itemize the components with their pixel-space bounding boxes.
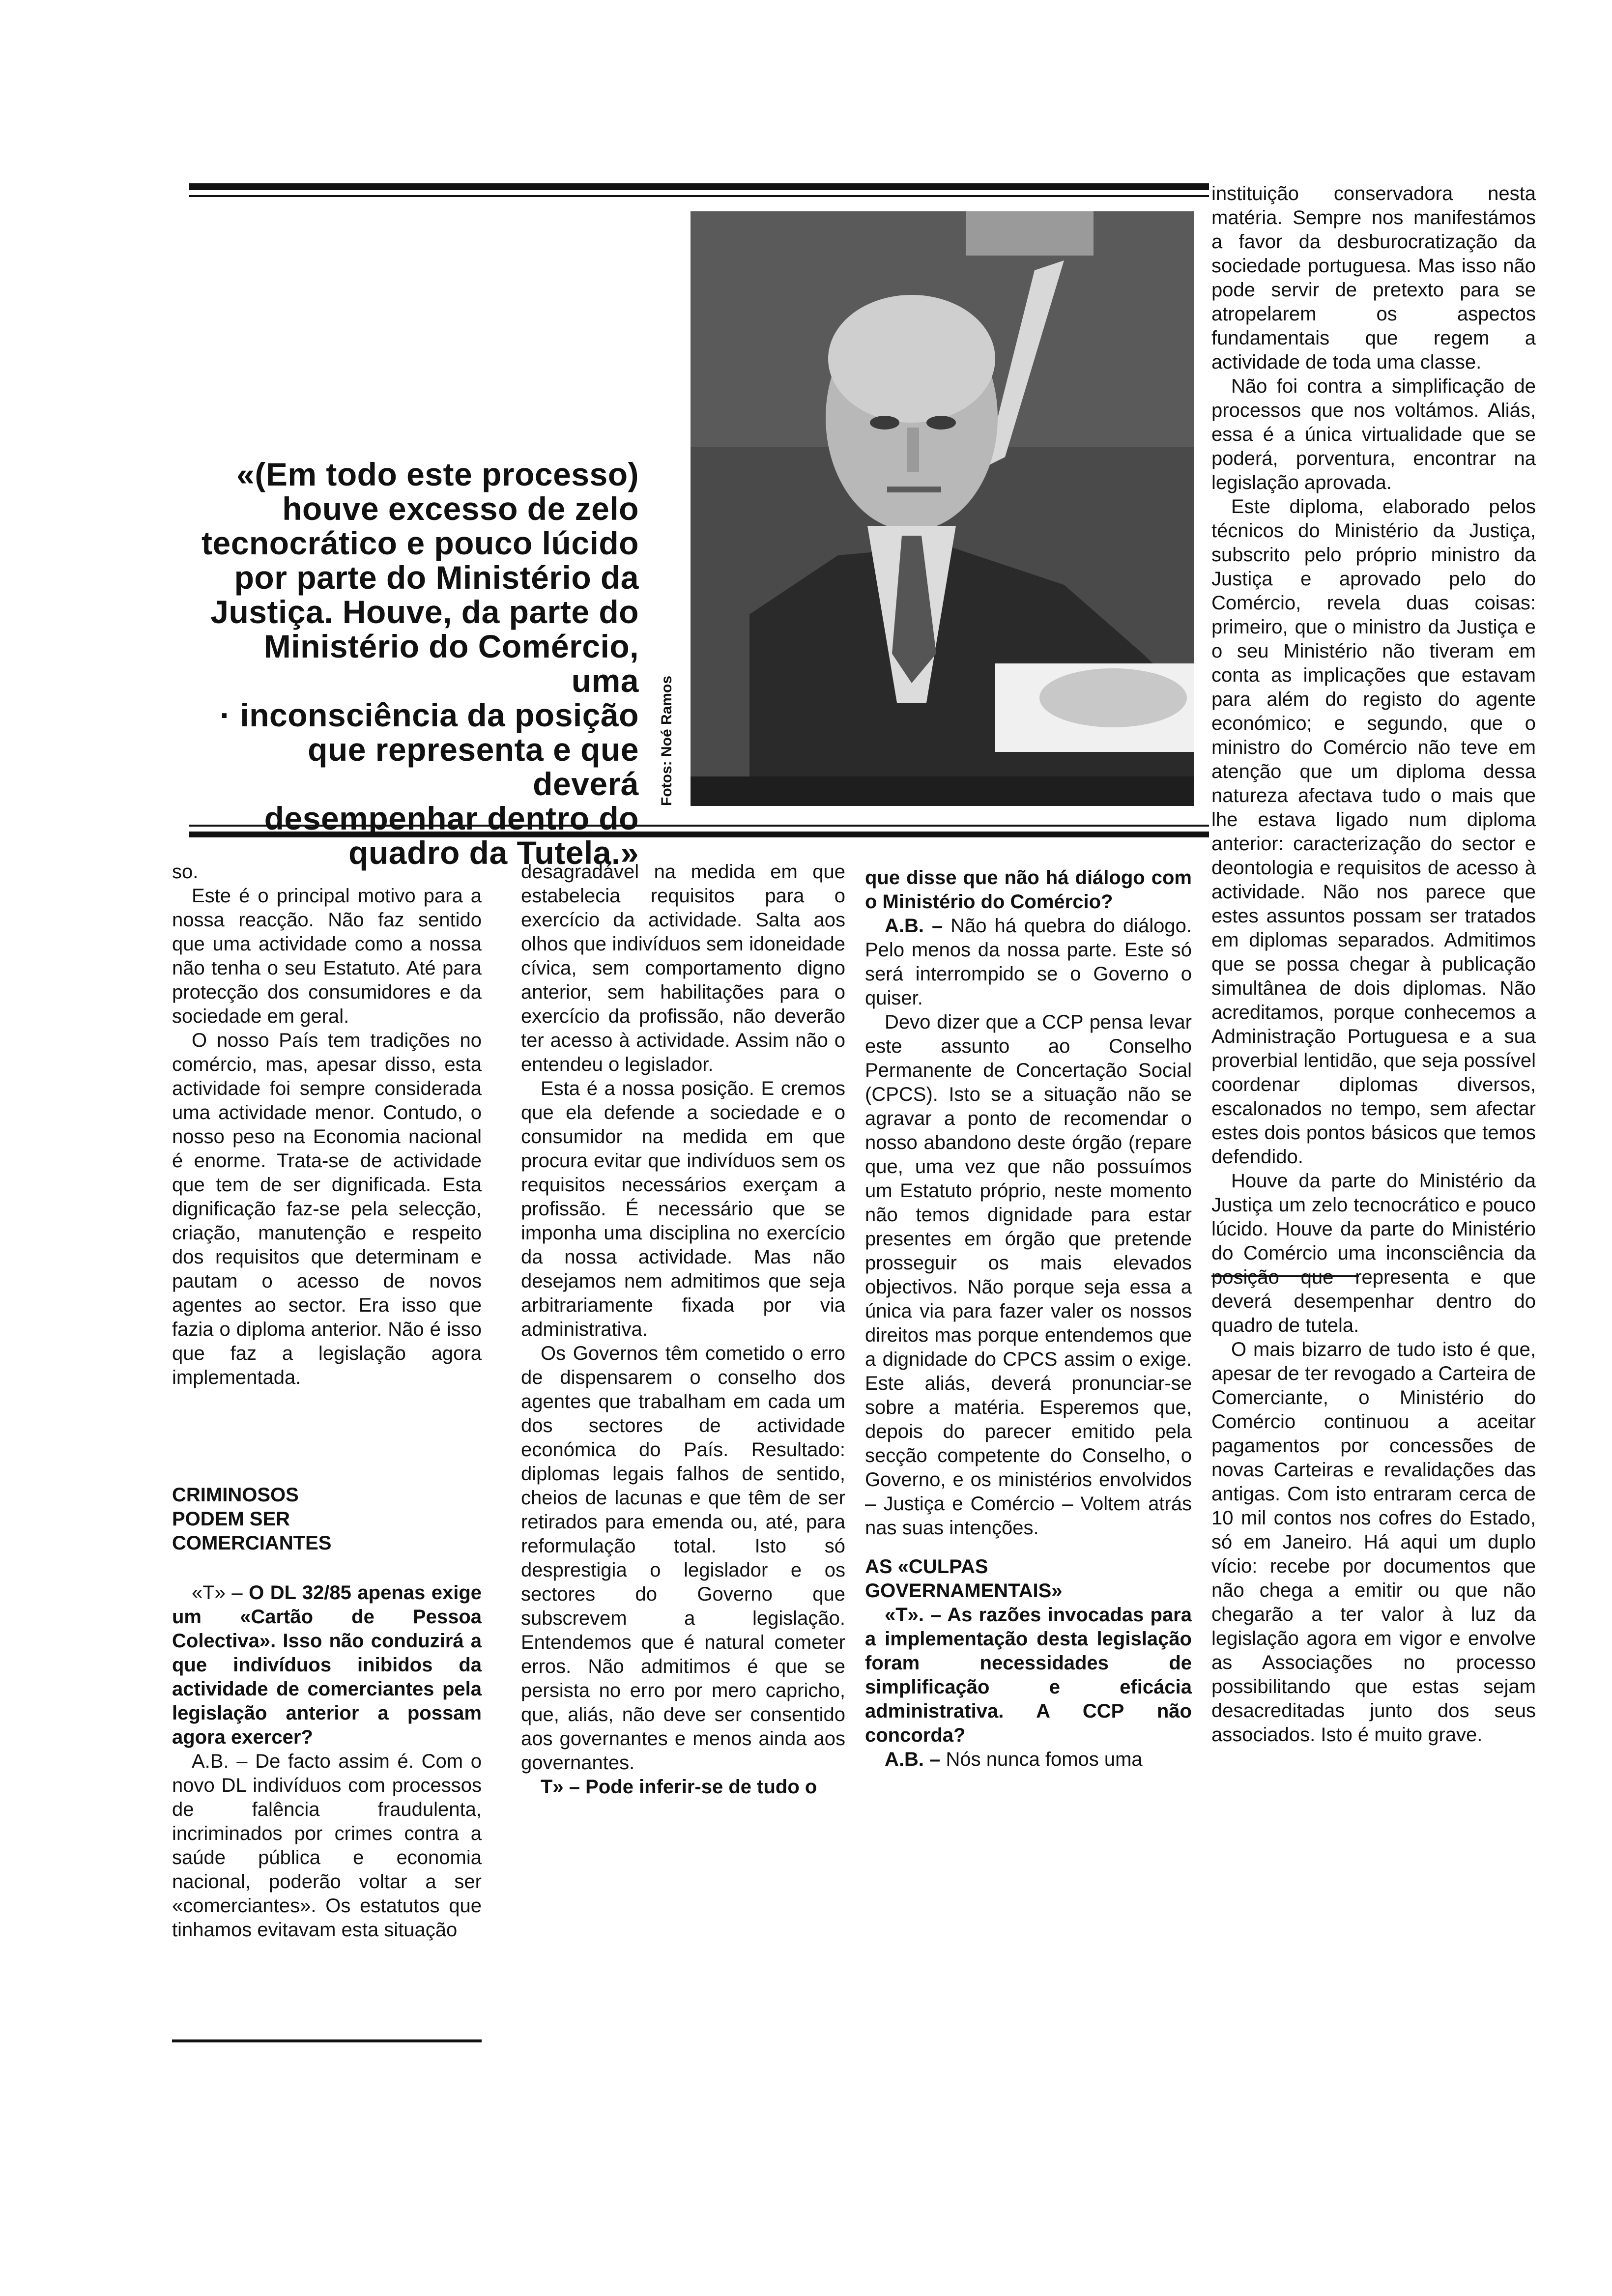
heading-line: GOVERNAMENTAIS» xyxy=(865,1580,1063,1602)
heading-line: AS «CULPAS xyxy=(865,1556,988,1578)
paragraph: Os Governos têm cometido o erro de dispensarem o conselho dos agentes que trabalham em cada um dos sectores de actividade económica do País. Resultado: diplomas legais falhos de sentido, cheios de lacunas e que têm de ser retirados para emenda ou, até, para reformulação total. Isto só desprestigia o legislador e os sectores do Governo que subscrevem a legislação. Entendemos que é natural cometer erros. Não admitimos é que se persista no erro por mero capricho, que, aliás, não deve ser consentido aos governantes e menos ainda aos governantes. xyxy=(521,1343,845,1774)
question-prefix: «T» – xyxy=(192,1582,249,1604)
interview-answer xyxy=(865,1748,1192,1772)
column-2 xyxy=(521,860,845,1799)
heading-line: CRIMINOSOS xyxy=(172,1484,299,1506)
portrait-photo xyxy=(691,211,1194,806)
question-text: Pode inferir-se de tudo o xyxy=(585,1776,817,1798)
interview-question xyxy=(865,1603,1192,1748)
photo-credit: Fotos: Noé Ramos xyxy=(659,675,675,806)
paragraph: desagradável na medida em que estabelecia requisitos para o exercício da actividade. Salta aos olhos que indivíduos sem idoneidade cívica, sem comportamento digno anterior, sem habilitações para o exercício da profissão, não deverão ter acesso à actividade. Assim não o entendeu o legislador. xyxy=(521,861,845,1075)
answer-text: Nós nunca fomos uma xyxy=(946,1749,1143,1770)
paragraph: Este é o principal motivo para a nossa reacção. Não faz sentido que uma actividade como a nossa não tenha o seu Estatuto. Até para protecção dos consumidores e da sociedade em geral. xyxy=(172,885,482,1027)
pull-quote-line: · inconsciência da posição xyxy=(220,697,639,733)
pull-quote xyxy=(197,457,639,870)
question-text: que disse que não há diálogo com o Ministério do Comércio? xyxy=(865,867,1192,913)
portrait-illustration xyxy=(691,211,1194,806)
question-prefix: T» – xyxy=(541,1776,586,1798)
interview-answer xyxy=(865,914,1192,1010)
interview-question xyxy=(172,1581,482,1750)
answer-prefix: A.B. – xyxy=(885,915,951,937)
answer-prefix: A.B. – xyxy=(192,1751,256,1772)
top-rule-thin xyxy=(189,195,1209,197)
pull-quote-line: que representa e que deverá xyxy=(308,731,639,802)
paragraph: instituição conservadora nesta matéria. Sempre nos manifestámos a favor da desburocratização da sociedade portuguesa. Mas isso não pode servir de pretexto para se atropelarem os aspectos fundamentais que regem a actividade de toda uma classe. xyxy=(1211,183,1536,373)
paragraph: Devo dizer que a CCP pensa levar este assunto ao Conselho Permanente de Concertação Social (CPCS). Isto se a situação não se agravar a ponto de recomendar o nosso abandono deste órgão (repare que, uma vez que não possuímos um Estatuto próprio, neste momento não temos dignidade para estar presentes em órgão que pretende prosseguir os mais elevados objectivos. Não porque seja essa a única via para fazer valer os nossos direitos mas porque entendemos que a dignidade do CPCS assim o exige. Este aliás, deverá pronunciar-se sobre a matéria. Esperemos que, depois do parecer emitido pela secção competente do Conselho, o Governo, e os ministérios envolvidos – Justiça e Comércio – Voltem atrás nas suas intenções. xyxy=(865,1011,1192,1539)
interview-question xyxy=(521,1775,845,1799)
col1-bottom-rule xyxy=(172,2039,482,2042)
pull-quote-line: «(Em todo este processo) xyxy=(236,456,639,492)
answer-text: De facto assim é. Com o novo DL indivíduos com processos de falência fraudulenta, incriminados por crimes contra a saúde pública e economia nacional, poderão voltar a ser «comerciantes». Os estatutos que tinhamos evitavam esta situação xyxy=(172,1751,482,1941)
answer-text: Não há quebra do diálogo. Pelo menos da nossa parte. Este só será interrompido se o Governo o quiser. xyxy=(865,915,1192,1009)
pull-quote-line: Justiça. Houve, da parte do xyxy=(210,594,639,630)
question-text: As razões invocadas para a implementação desta legislação foram necessidades de simplificação e eficácia administrativa. A CCP não concorda? xyxy=(865,1604,1192,1746)
paragraph: O nosso País tem tradições no comércio, mas, apesar disso, esta actividade foi sempre considerada uma actividade menor. Contudo, o nosso peso na Economia nacional é enorme. Trata-se de actividade que tem de ser dignificada. Esta dignificação faz-se pela selecção, criação, manutenção e respeito dos requisitos que determinam e pautam o acesso de novos agentes ao sector. Era isso que fazia o diploma anterior. Não é isso que faz a legislação agora implementada. xyxy=(172,1030,482,1388)
answer-prefix: A.B. – xyxy=(885,1749,946,1770)
paragraph: O mais bizarro de tudo isto é que, apesar de ter revogado a Carteira de Comerciante, o Ministério do Comércio continuou a aceitar pagamentos por concessões de novas Carteiras e revalidações das antigas. Com isto entraram cerca de 10 mil contos nos cofres do Estado, só em Janeiro. Há aqui um duplo vício: recebe por documentos que não chega a emitir ou que não chegarão a ter valor à luz da legislação agora em vigor e envolve as Associações no processo possibilitando que estas sejam desacreditadas junto dos seus associados. Isto é muito grave. xyxy=(1211,1339,1536,1746)
paragraph: Houve da parte do Ministério da Justiça um zelo tecnocrático e pouco lúcido. Houve da parte do Ministério do Comércio uma inconsciência da posição que representa e que deverá desempenhar dentro do quadro de tutela. xyxy=(1211,1170,1536,1336)
column-4 xyxy=(1211,182,1536,1747)
heading-line: COMERCIANTES xyxy=(172,1532,332,1554)
paragraph: Não foi contra a simplificação de processos que nos voltámos. Aliás, essa é a única virtualidade que se poderá, porventura, encontrar na legislação aprovada. xyxy=(1211,375,1536,493)
column-1 xyxy=(172,860,482,1942)
pull-quote-line: tecnocrático e pouco lúcido xyxy=(202,525,639,561)
section-heading xyxy=(865,1555,1192,1603)
pull-quote-line: por parte do Ministério da xyxy=(234,559,639,596)
paragraph: so. xyxy=(172,861,199,883)
question-text: O DL 32/85 apenas exige um «Cartão de Pessoa Colectiva». Isso não conduzirá a que indivíduos inibidos da actividade de comerciantes pela legislação anterior a possam agora exercer? xyxy=(172,1582,482,1748)
pull-quote-line: quadro da Tutela.» xyxy=(348,834,639,871)
pull-quote-line: Ministério do Comércio, uma xyxy=(263,628,639,699)
column-3 xyxy=(865,866,1192,1772)
section-heading xyxy=(172,1483,482,1555)
interview-answer xyxy=(172,1750,482,1942)
pull-quote-line: desempenhar dentro do xyxy=(264,800,639,836)
pull-quote-line: houve excesso de zelo xyxy=(282,490,639,527)
paragraph: Esta é a nossa posição. E cremos que ela defende a sociedade e o consumidor na medida em que procura evitar que indivíduos sem os requisitos necessários exerçam a profissão. É necessário que se imponha uma disciplina no exercício da nossa actividade. Mas não desejamos nem admitimos que seja arbitrariamente fixada por via administrativa. xyxy=(521,1078,845,1340)
question-prefix: «T». – xyxy=(885,1604,948,1626)
heading-line: PODEM SER xyxy=(172,1508,290,1530)
paragraph: Este diploma, elaborado pelos técnicos do Ministério da Justiça, subscrito pelo próprio ministro da Justiça e aprovado pelo do Comércio, revela duas coisas: primeiro, que o ministro da Justiça e o seu Ministério não tiveram em conta as implicações que estavam para além do registo do agente económico; e segundo, que o ministro do Comércio não teve em atenção que um diploma dessa natureza afectava tudo o mais que lhe estava ligado num diploma anterior: caracterização do sector e deontologia e requisitos de acesso à actividade. Não nos parece que estes assuntos possam ser tratados em diplomas separados. Admitimos que se possa chegar à publicação simultânea de dois diplomas. Não acreditamos, porque conhecemos a Administração Portuguesa e a sua proverbial lentidão, que seja possível coordenar diplomas diversos, escalonados no tempo, sem afectar estes dois pontos básicos que temos defendido. xyxy=(1211,496,1536,1168)
top-rule-thick xyxy=(189,183,1209,190)
